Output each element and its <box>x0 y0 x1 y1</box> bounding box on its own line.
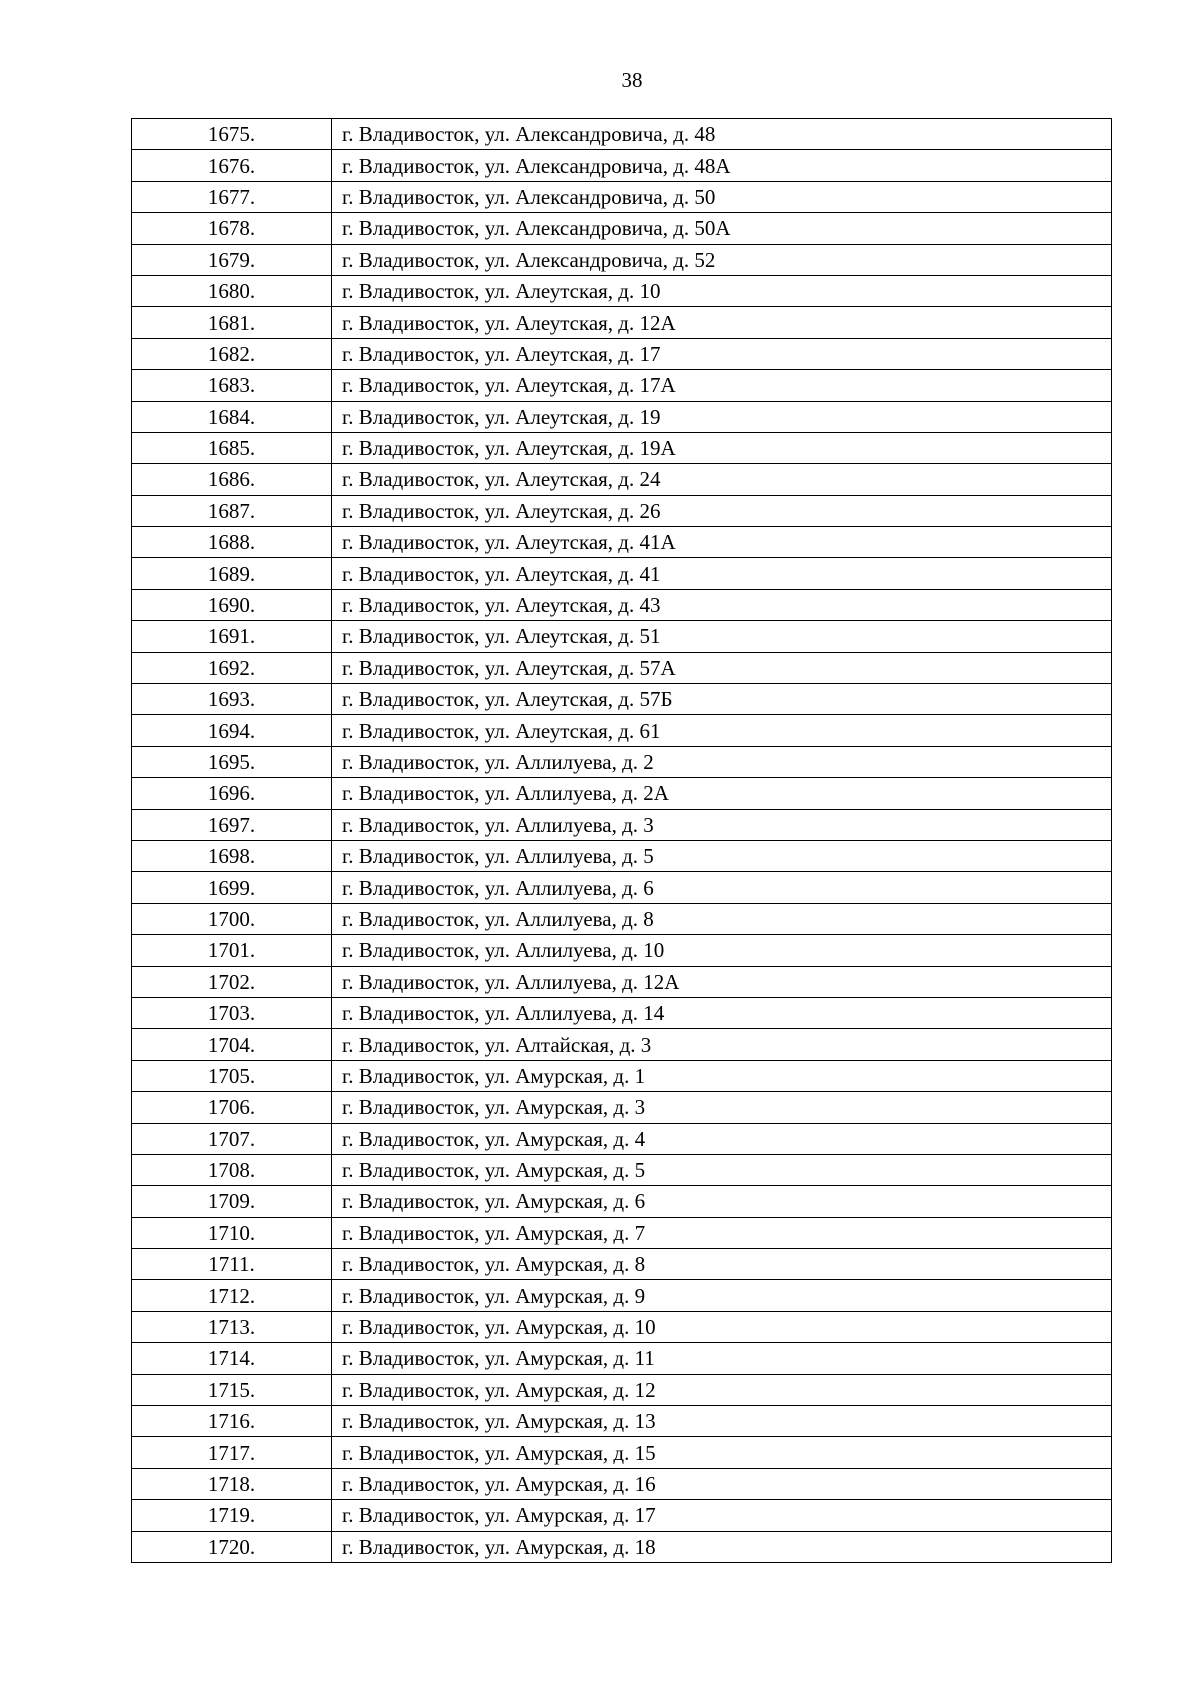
table-row <box>132 746 1112 777</box>
page-number: 38 <box>621 68 643 92</box>
row-number-cell: 1686. <box>132 464 332 495</box>
row-number-cell: 1687. <box>132 495 332 526</box>
address-cell: г. Владивосток, ул. Амурская, д. 1 <box>332 1060 1112 1091</box>
table-row <box>132 432 1112 463</box>
address-cell: г. Владивосток, ул. Александровича, д. 48 <box>332 119 1112 150</box>
table-row <box>132 1280 1112 1311</box>
table-row <box>132 244 1112 275</box>
address-cell: г. Владивосток, ул. Аллилуева, д. 3 <box>332 809 1112 840</box>
table-row <box>132 558 1112 589</box>
row-number-cell: 1715. <box>132 1374 332 1405</box>
address-cell: г. Владивосток, ул. Алеутская, д. 41А <box>332 527 1112 558</box>
address-cell: г. Владивосток, ул. Амурская, д. 17 <box>332 1500 1112 1531</box>
row-number-cell: 1677. <box>132 181 332 212</box>
row-number-cell: 1680. <box>132 275 332 306</box>
address-cell: г. Владивосток, ул. Амурская, д. 7 <box>332 1217 1112 1248</box>
row-number-cell: 1702. <box>132 966 332 997</box>
row-number-cell: 1679. <box>132 244 332 275</box>
address-cell: г. Владивосток, ул. Аллилуева, д. 12А <box>332 966 1112 997</box>
row-number-cell: 1693. <box>132 684 332 715</box>
table-row <box>132 1468 1112 1499</box>
address-cell: г. Владивосток, ул. Амурская, д. 6 <box>332 1186 1112 1217</box>
row-number-cell: 1676. <box>132 150 332 181</box>
table-row <box>132 150 1112 181</box>
address-cell: г. Владивосток, ул. Аллилуева, д. 8 <box>332 903 1112 934</box>
table-row <box>132 1374 1112 1405</box>
row-number-cell: 1694. <box>132 715 332 746</box>
row-number-cell: 1688. <box>132 527 332 558</box>
row-number-cell: 1695. <box>132 746 332 777</box>
address-cell: г. Владивосток, ул. Алеутская, д. 24 <box>332 464 1112 495</box>
address-cell: г. Владивосток, ул. Алеутская, д. 57А <box>332 652 1112 683</box>
table-row <box>132 715 1112 746</box>
row-number-cell: 1701. <box>132 935 332 966</box>
address-table-body <box>132 119 1112 1563</box>
table-row <box>132 275 1112 306</box>
address-table <box>131 118 1112 1563</box>
row-number-cell: 1720. <box>132 1531 332 1562</box>
table-row <box>132 872 1112 903</box>
address-cell: г. Владивосток, ул. Аллилуева, д. 6 <box>332 872 1112 903</box>
address-cell: г. Владивосток, ул. Алеутская, д. 51 <box>332 621 1112 652</box>
table-row <box>132 1437 1112 1468</box>
row-number-cell: 1709. <box>132 1186 332 1217</box>
table-row <box>132 997 1112 1028</box>
table-row <box>132 370 1112 401</box>
address-cell: г. Владивосток, ул. Амурская, д. 13 <box>332 1406 1112 1437</box>
address-cell: г. Владивосток, ул. Амурская, д. 18 <box>332 1531 1112 1562</box>
row-number-cell: 1681. <box>132 307 332 338</box>
address-cell: г. Владивосток, ул. Алеутская, д. 19 <box>332 401 1112 432</box>
address-cell: г. Владивосток, ул. Аллилуева, д. 2 <box>332 746 1112 777</box>
row-number-cell: 1675. <box>132 119 332 150</box>
row-number-cell: 1699. <box>132 872 332 903</box>
table-row <box>132 527 1112 558</box>
address-cell: г. Владивосток, ул. Алеутская, д. 19А <box>332 432 1112 463</box>
row-number-cell: 1684. <box>132 401 332 432</box>
table-row <box>132 1249 1112 1280</box>
address-cell: г. Владивосток, ул. Алеутская, д. 41 <box>332 558 1112 589</box>
table-row <box>132 1060 1112 1091</box>
table-row <box>132 1311 1112 1342</box>
row-number-cell: 1719. <box>132 1500 332 1531</box>
row-number-cell: 1696. <box>132 778 332 809</box>
row-number-cell: 1706. <box>132 1092 332 1123</box>
table-row <box>132 809 1112 840</box>
row-number-cell: 1691. <box>132 621 332 652</box>
table-row <box>132 495 1112 526</box>
address-cell: г. Владивосток, ул. Александровича, д. 48А <box>332 150 1112 181</box>
address-cell: г. Владивосток, ул. Алеутская, д. 57Б <box>332 684 1112 715</box>
table-row <box>132 935 1112 966</box>
table-row <box>132 966 1112 997</box>
address-cell: г. Владивосток, ул. Александровича, д. 50 <box>332 181 1112 212</box>
address-cell: г. Владивосток, ул. Аллилуева, д. 14 <box>332 997 1112 1028</box>
row-number-cell: 1711. <box>132 1249 332 1280</box>
table-row <box>132 338 1112 369</box>
table-row <box>132 119 1112 150</box>
row-number-cell: 1685. <box>132 432 332 463</box>
address-cell: г. Владивосток, ул. Александровича, д. 50А <box>332 213 1112 244</box>
table-row <box>132 1029 1112 1060</box>
table-row <box>132 1406 1112 1437</box>
address-cell: г. Владивосток, ул. Аллилуева, д. 10 <box>332 935 1112 966</box>
table-row <box>132 1186 1112 1217</box>
row-number-cell: 1683. <box>132 370 332 401</box>
address-cell: г. Владивосток, ул. Амурская, д. 12 <box>332 1374 1112 1405</box>
row-number-cell: 1698. <box>132 840 332 871</box>
address-cell: г. Владивосток, ул. Амурская, д. 15 <box>332 1437 1112 1468</box>
row-number-cell: 1714. <box>132 1343 332 1374</box>
table-row <box>132 1500 1112 1531</box>
address-cell: г. Владивосток, ул. Александровича, д. 52 <box>332 244 1112 275</box>
row-number-cell: 1710. <box>132 1217 332 1248</box>
address-cell: г. Владивосток, ул. Амурская, д. 8 <box>332 1249 1112 1280</box>
address-cell: г. Владивосток, ул. Алеутская, д. 10 <box>332 275 1112 306</box>
row-number-cell: 1682. <box>132 338 332 369</box>
address-cell: г. Владивосток, ул. Алеутская, д. 17А <box>332 370 1112 401</box>
address-cell: г. Владивосток, ул. Алеутская, д. 43 <box>332 589 1112 620</box>
row-number-cell: 1703. <box>132 997 332 1028</box>
address-cell: г. Владивосток, ул. Алтайская, д. 3 <box>332 1029 1112 1060</box>
address-cell: г. Владивосток, ул. Амурская, д. 10 <box>332 1311 1112 1342</box>
address-cell: г. Владивосток, ул. Амурская, д. 5 <box>332 1154 1112 1185</box>
table-row <box>132 1217 1112 1248</box>
table-row <box>132 1531 1112 1562</box>
table-row <box>132 589 1112 620</box>
row-number-cell: 1713. <box>132 1311 332 1342</box>
table-row <box>132 684 1112 715</box>
row-number-cell: 1717. <box>132 1437 332 1468</box>
table-row <box>132 401 1112 432</box>
row-number-cell: 1700. <box>132 903 332 934</box>
table-row <box>132 778 1112 809</box>
row-number-cell: 1708. <box>132 1154 332 1185</box>
row-number-cell: 1705. <box>132 1060 332 1091</box>
address-cell: г. Владивосток, ул. Амурская, д. 11 <box>332 1343 1112 1374</box>
table-row <box>132 1154 1112 1185</box>
address-cell: г. Владивосток, ул. Амурская, д. 4 <box>332 1123 1112 1154</box>
address-cell: г. Владивосток, ул. Алеутская, д. 17 <box>332 338 1112 369</box>
table-row <box>132 652 1112 683</box>
address-cell: г. Владивосток, ул. Алеутская, д. 26 <box>332 495 1112 526</box>
address-cell: г. Владивосток, ул. Аллилуева, д. 2А <box>332 778 1112 809</box>
table-row <box>132 1123 1112 1154</box>
row-number-cell: 1718. <box>132 1468 332 1499</box>
address-cell: г. Владивосток, ул. Амурская, д. 3 <box>332 1092 1112 1123</box>
table-row <box>132 464 1112 495</box>
row-number-cell: 1689. <box>132 558 332 589</box>
row-number-cell: 1690. <box>132 589 332 620</box>
address-cell: г. Владивосток, ул. Амурская, д. 9 <box>332 1280 1112 1311</box>
row-number-cell: 1716. <box>132 1406 332 1437</box>
address-cell: г. Владивосток, ул. Амурская, д. 16 <box>332 1468 1112 1499</box>
row-number-cell: 1707. <box>132 1123 332 1154</box>
table-row <box>132 621 1112 652</box>
table-row <box>132 307 1112 338</box>
address-cell: г. Владивосток, ул. Аллилуева, д. 5 <box>332 840 1112 871</box>
address-cell: г. Владивосток, ул. Алеутская, д. 12А <box>332 307 1112 338</box>
row-number-cell: 1692. <box>132 652 332 683</box>
row-number-cell: 1678. <box>132 213 332 244</box>
row-number-cell: 1697. <box>132 809 332 840</box>
table-row <box>132 903 1112 934</box>
table-row <box>132 840 1112 871</box>
address-cell: г. Владивосток, ул. Алеутская, д. 61 <box>332 715 1112 746</box>
row-number-cell: 1704. <box>132 1029 332 1060</box>
table-row <box>132 1092 1112 1123</box>
table-row <box>132 1343 1112 1374</box>
table-row <box>132 213 1112 244</box>
row-number-cell: 1712. <box>132 1280 332 1311</box>
table-row <box>132 181 1112 212</box>
